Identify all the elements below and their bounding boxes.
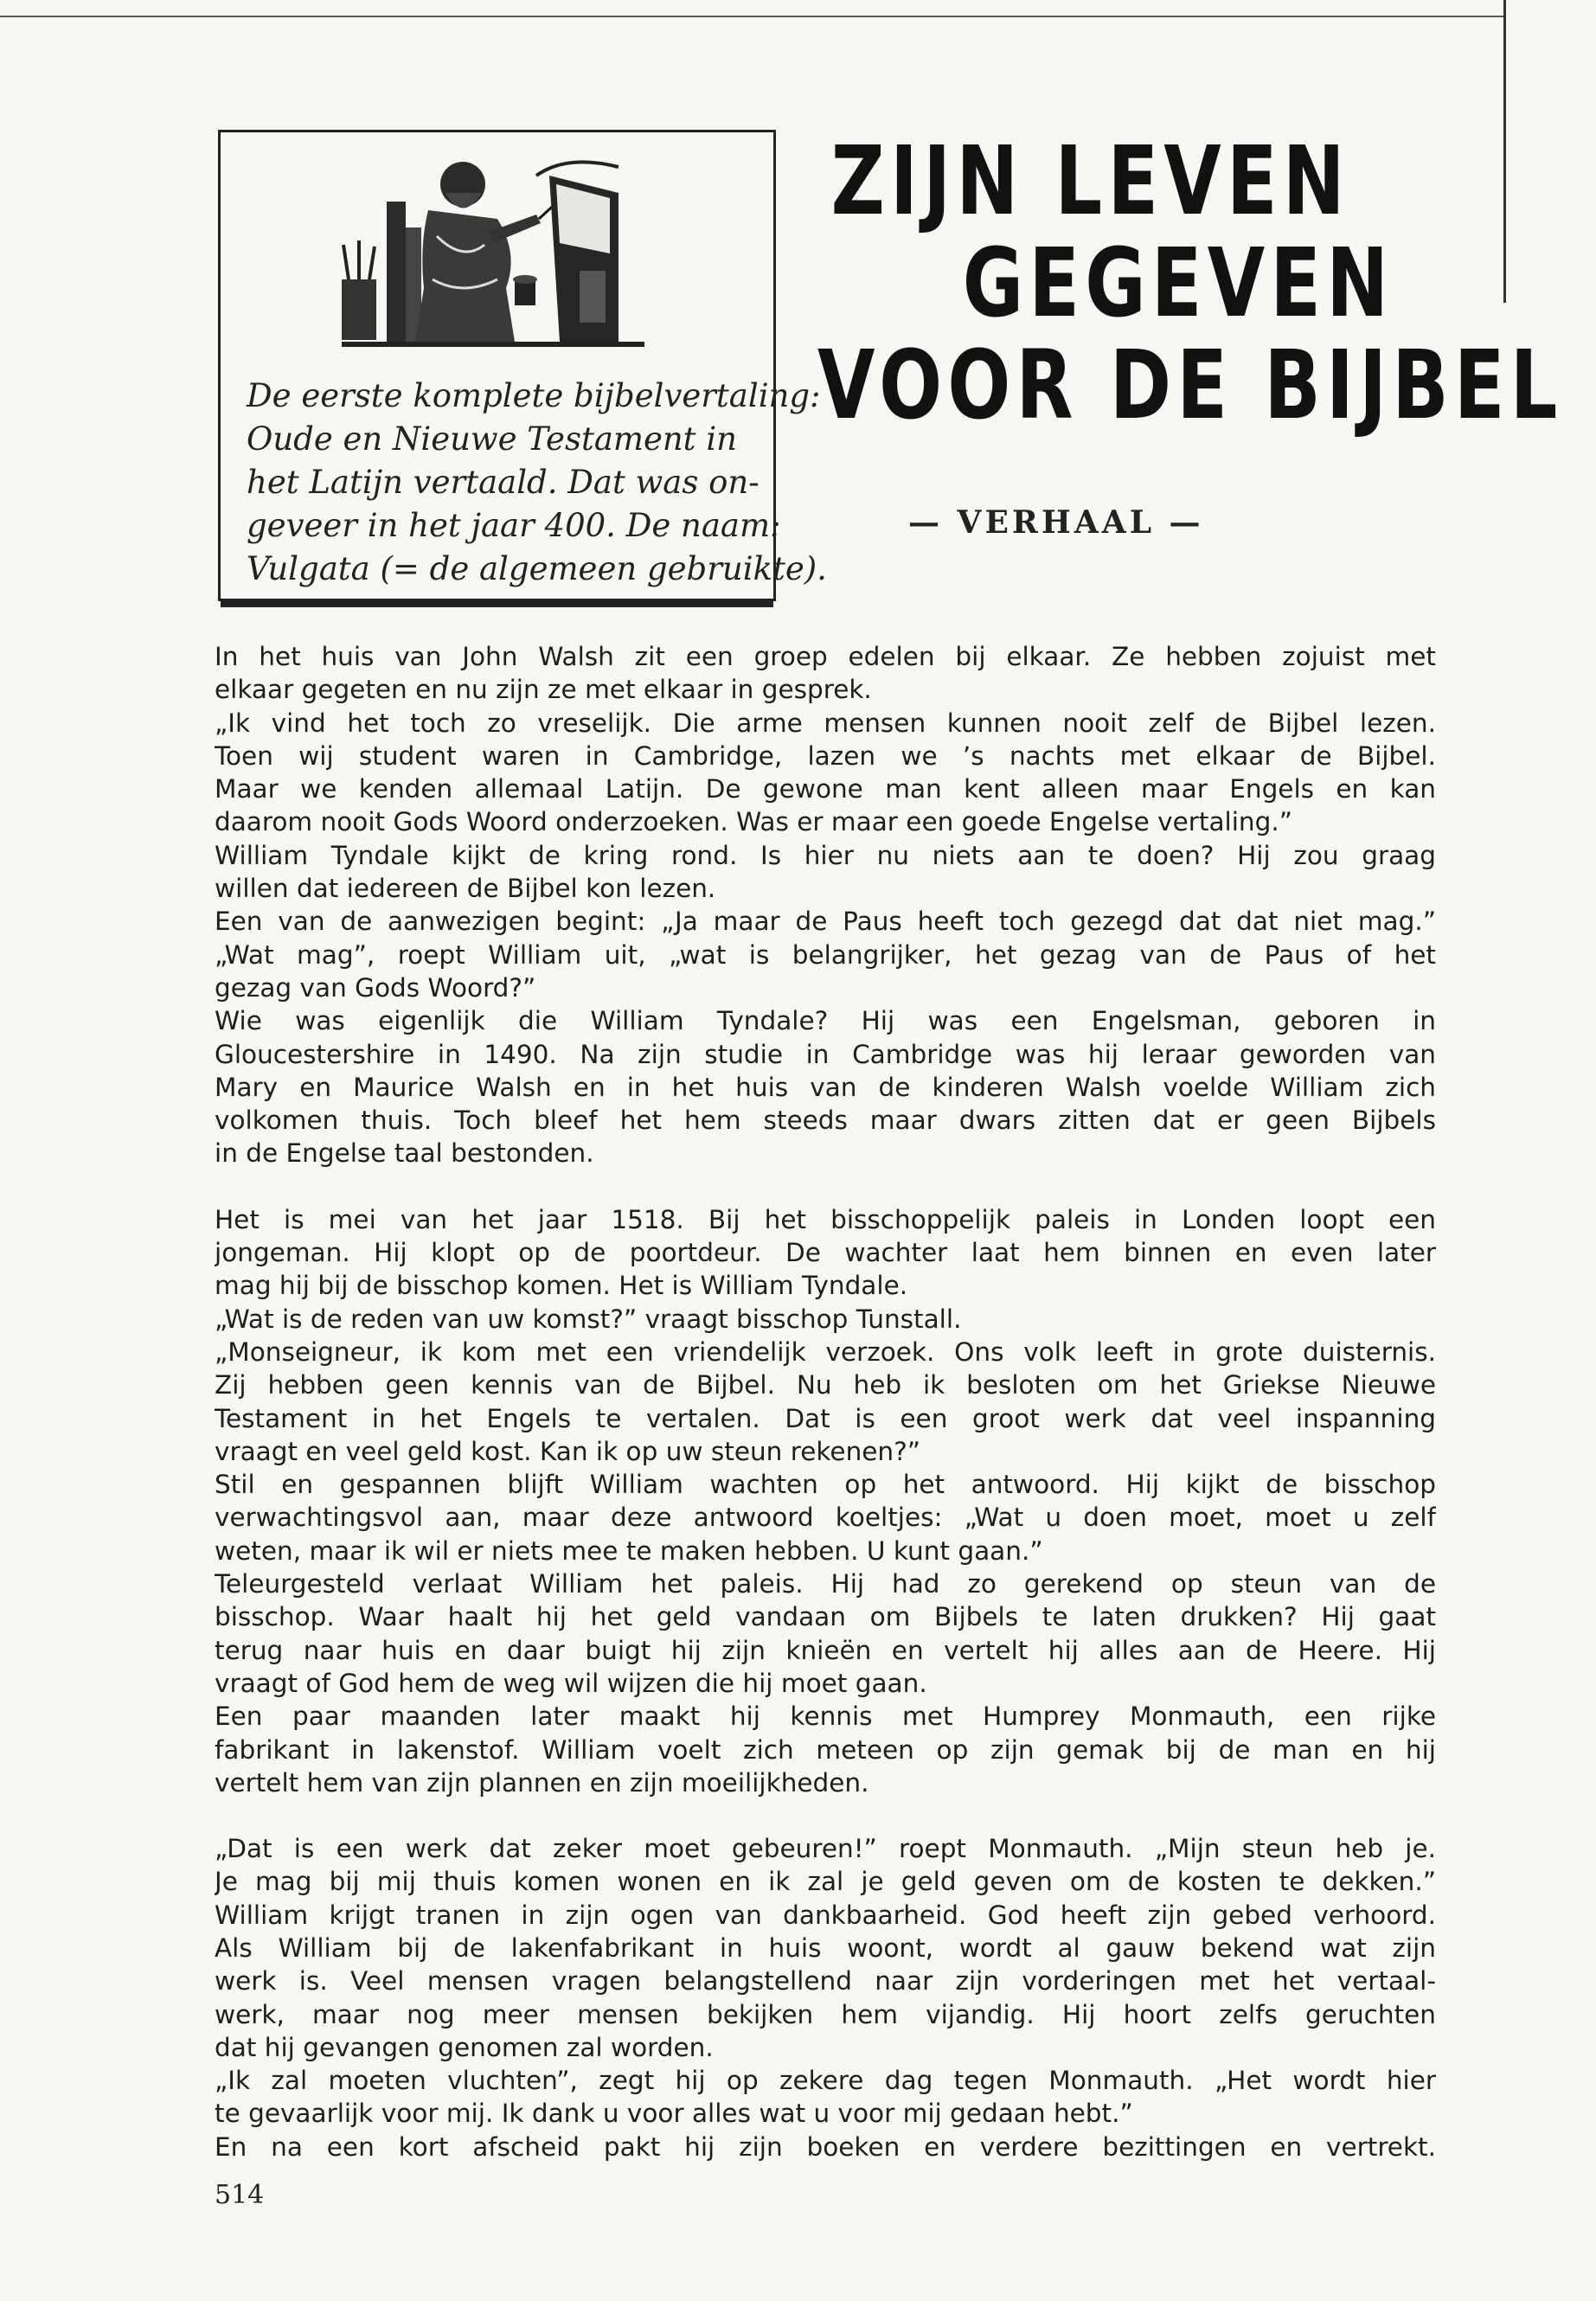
- top-rule: [0, 16, 1505, 17]
- caption-line: Vulgata (= de algemeen gebruikte).: [247, 550, 827, 587]
- text-line: Een paar maanden later maakt hij kennis met Humprey Monmauth, een rijke: [215, 1702, 1436, 1732]
- text-line: „Monseigneur, ik kom met een vriendelijk verzoek. Ons volk leeft in grote duisternis.: [215, 1336, 1436, 1367]
- text-line: Testament in het Engels te vertalen. Dat is een groot werk dat veel inspanning: [215, 1403, 1436, 1433]
- text-line: Je mag bij mij thuis komen wonen en ik zal je geld geven om de kosten te dekken.”: [215, 1867, 1436, 1897]
- text-line: In het huis van John Walsh zit een groep edelen bij elkaar. Ze hebben zojuist met: [215, 642, 1436, 671]
- title-line-1: ZIJN LEVEN: [830, 125, 1350, 236]
- text-line: dat hij gevangen genomen zal worden.: [215, 2032, 714, 2062]
- text-line: vraagt en veel geld kost. Kan ik op uw steun rekenen?”: [215, 1436, 921, 1466]
- text-line: Gloucestershire in 1490. Na zijn studie in Cambridge was hij leraar geworden van: [215, 1039, 1436, 1069]
- text-line: Maar we kenden allemaal Latijn. De gewone man kent alleen maar Engels en kan: [215, 774, 1436, 804]
- text-line: „Ik zal moeten vluchten”, zegt hij op zekere dag tegen Monmauth. „Het wordt hier: [215, 2066, 1436, 2096]
- text-line: gezag van Gods Woord?”: [215, 972, 536, 1003]
- text-line: bisschop. Waar haalt hij het geld vandaan om Bijbels te laten drukken? Hij gaat: [215, 1602, 1436, 1632]
- text-line: werk is. Veel mensen vragen belangstellend naar zijn vorderingen met het vertaal-: [215, 1966, 1436, 1997]
- text-line: Toen wij student waren in Cambridge, lazen we ’s nachts met elkaar de Bijbel.: [215, 740, 1436, 771]
- caption-line: het Latijn vertaald. Dat was on-: [247, 464, 760, 501]
- title-line-2: GEGEVEN: [962, 228, 1394, 338]
- text-line: „Wat mag”, roept William uit, „wat is belangrijker, het gezag van de Paus of het: [215, 939, 1436, 970]
- text-line: Teleurgesteld verlaat William het paleis. Hij had zo gerekend op steun van de: [215, 1569, 1436, 1599]
- text-line: Wie was eigenlijk die William Tyndale? Hij was een Engelsman, geboren in: [215, 1006, 1436, 1036]
- caption-line: geveer in het jaar 400. De naam:: [247, 507, 781, 544]
- text-line: terug naar huis en daar buigt hij zijn knieën en vertelt hij alles aan de Heere. Hij: [215, 1635, 1436, 1665]
- paragraph-3: [215, 1832, 1436, 2163]
- text-line: Het is mei van het jaar 1518. Bij het bisschoppelijk paleis in Londen loopt een: [215, 1204, 1436, 1234]
- text-line: „Wat is de reden van uw komst?” vraagt bisschop Tunstall.: [215, 1304, 962, 1334]
- illustration-box: [218, 130, 827, 601]
- right-margin-rule: [1503, 0, 1506, 303]
- text-line: „Dat is een werk dat zeker moet gebeuren!” roept Monmauth. „Mijn steun heb je.: [215, 1834, 1436, 1864]
- text-line: Zij hebben geen kennis van de Bijbel. Nu heb ik besloten om het Griekse Nieuwe: [215, 1370, 1436, 1400]
- text-line: Mary en Maurice Walsh en in het huis van de kinderen Walsh voelde William zich: [215, 1072, 1436, 1102]
- text-line: volkomen thuis. Toch bleef het hem steeds maar dwars zitten dat er geen Bijbels: [215, 1106, 1436, 1136]
- text-line: te gevaarlijk voor mij. Ik dank u voor alles wat u voor mij gedaan hebt.”: [215, 2099, 1133, 2129]
- text-line: William krijgt tranen in zijn ogen van dankbaarheid. God heeft zijn gebed verhoord.: [215, 1900, 1436, 1930]
- text-line: Stil en gespannen blijft William wachten op het antwoord. Hij kijkt de bisschop: [215, 1470, 1436, 1500]
- paragraph-1: [215, 640, 1436, 1170]
- caption-line: De eerste komplete bijbelvertaling:: [247, 377, 821, 414]
- paragraph-2: [215, 1203, 1436, 1799]
- genre-label: — VERHAAL —: [908, 504, 1204, 541]
- text-line: daarom nooit Gods Woord onderzoeken. Was er maar een goede Engelse vertaling.”: [215, 807, 1293, 837]
- article-body: [215, 640, 1436, 2163]
- paragraph-gap: [215, 1799, 1436, 1832]
- text-line: willen dat iedereen de Bijbel kon lezen.: [215, 874, 716, 904]
- text-line: vraagt of God hem de weg wil wijzen die hij moet gaan.: [215, 1668, 927, 1698]
- paragraph-gap: [215, 1170, 1436, 1203]
- text-line: Als William bij de lakenfabrikant in huis woont, wordt al gauw bekend wat zijn: [215, 1932, 1436, 1963]
- scribe-woodcut-illustration: [333, 150, 653, 349]
- text-line: elkaar gegeten en nu zijn ze met elkaar in gesprek.: [215, 675, 872, 705]
- text-line: werk, maar nog meer mensen bekijken hem vijandig. Hij hoort zelfs geruchten: [215, 1999, 1436, 2029]
- page-number: 514: [215, 2180, 265, 2210]
- text-line: fabrikant in lakenstof. William voelt zich meteen op zijn gemak bij de man en hij: [215, 1734, 1436, 1765]
- article-title: [817, 125, 1563, 440]
- text-line: verwachtingsvol aan, maar deze antwoord koeltjes: „Wat u doen moet, moet u zelf: [215, 1503, 1436, 1533]
- text-line: En na een kort afscheid pakt hij zijn boeken en verdere bezittingen en vertrekt.: [215, 2131, 1436, 2162]
- text-line: „Ik vind het toch zo vreselijk. Die arme mensen kunnen nooit zelf de Bijbel lezen.: [215, 708, 1436, 738]
- illustration-caption: [247, 375, 827, 591]
- text-line: jongeman. Hij klopt op de poortdeur. De wachter laat hem binnen en even later: [215, 1238, 1436, 1268]
- text-line: weten, maar ik wil er niets mee te maken hebben. U kunt gaan.”: [215, 1535, 1043, 1566]
- caption-line: Oude en Nieuwe Testament in: [247, 420, 737, 458]
- text-line: mag hij bij de bisschop komen. Het is William Tyndale.: [215, 1271, 908, 1301]
- text-line: in de Engelse taal bestonden.: [215, 1138, 594, 1169]
- text-line: Een van de aanwezigen begint: „Ja maar de Paus heeft toch gezegd dat dat niet mag.”: [215, 907, 1436, 937]
- title-line-3: VOOR DE BIJBEL: [817, 330, 1563, 440]
- text-line: vertelt hem van zijn plannen en zijn moeilijkheden.: [215, 1767, 869, 1798]
- text-line: William Tyndale kijkt de kring rond. Is hier nu niets aan te doen? Hij zou graag: [215, 840, 1436, 870]
- box-bottom-border: [221, 600, 773, 607]
